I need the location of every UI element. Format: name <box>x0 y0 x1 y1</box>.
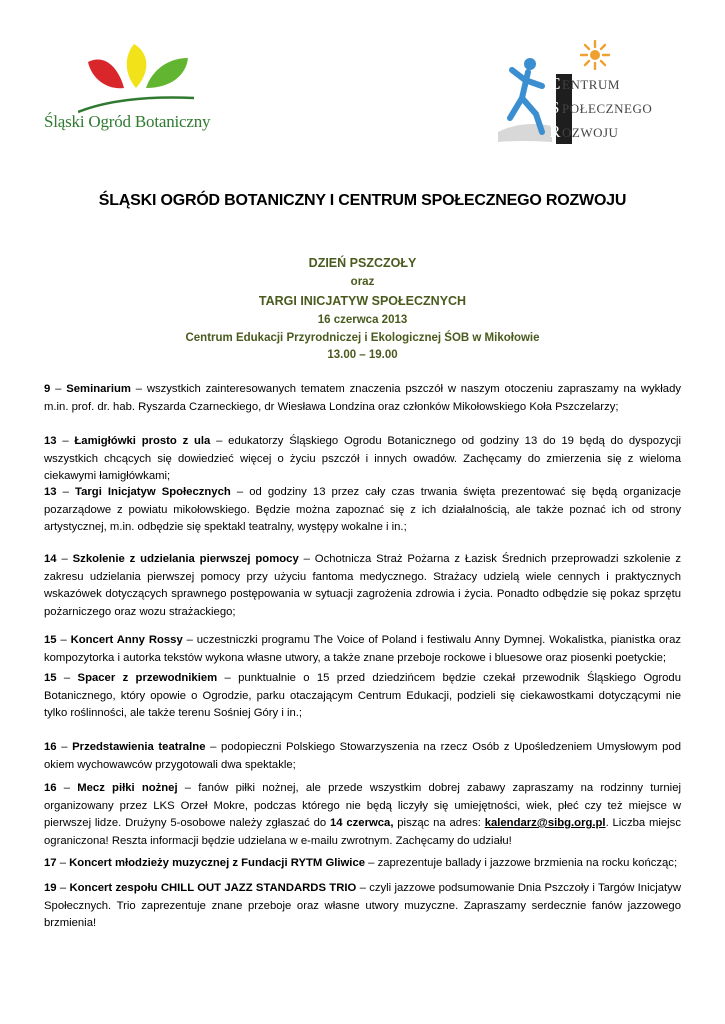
item-text: – wszystkich zainteresowanych tematem znaczenia pszczół w naszym otoczeniu zapraszamy na wykłady m.in. prof. dr. hab. Ryszarda Czarneckiego, dr Wiesława Londzina oraz członków Mikołowskiego Koła Pszczelarzy; <box>44 383 682 413</box>
item-title: Seminarium <box>66 383 131 395</box>
item-text: – punktualnie o 15 przed dziedzińcem będzie czekał przewodnik Śląskiego Ogrodu Botanicznego, który opowie o Ogrodzie, parku otaczającym Centrum Edukacji, podzieli się ciekawostkami dotyczącymi nie tylko roślinności, ale także terenu Sośniej Góry i in.; <box>44 672 681 719</box>
program-item: 15 – Spacer z przewodnikiem – punktualnie o 15 przed dziedzińcem będzie czekał przewodnik Śląskiego Ogrodu Botanicznego, który opowie o Ogrodzie, parku otaczającym Centrum Edukacji, podzieli się ciekawostkami dotyczącymi nie tylko roślinności, ale także terenu Sośniej Góry i in.; <box>44 672 681 719</box>
program-item: 17 – Koncert młodzieży muzycznej z Fundacji RYTM Gliwice – zaprezentuje ballady i jazzowe brzmienia na rocku kończąc; <box>44 857 678 869</box>
item-text: – edukatorzy Śląskiego Ogrodu Botanicznego od godziny 13 do 19 będą do dyspozycji wszystkich chcących się dowiedzieć więcej o życiu pszczół i innych owadów. Zachęcamy do zmierzenia się z wieloma ciekawymi łamigłówkami; <box>44 435 681 482</box>
botanical-garden-logo-text: Śląski Ogród Botaniczny <box>44 112 211 131</box>
event-venue: Centrum Edukacji Przyrodniczej i Ekologicznej ŚOB w Mikołowie <box>185 332 540 344</box>
item-title: Szkolenie z udzielania pierwszej pomocy <box>72 553 299 565</box>
item-time: 9 <box>44 383 51 395</box>
leaves-icon <box>78 40 198 120</box>
item-text: – zaprezentuje ballady i jazzowe brzmienia na rocku kończąc; <box>365 857 678 869</box>
item-text: – czyli jazzowe podsumowanie Dnia Pszczoły i Targów Inicjatyw Społecznych. Trio zaprezentuje znane przeboje oraz własne utwory muzyczne. Zapraszamy serdecznie fanów jazzowego brzmienia! <box>44 882 681 929</box>
item-title: Spacer z przewodnikiem <box>77 672 218 684</box>
item-title: Przedstawienia teatralne <box>72 741 206 753</box>
item-text: pisząc na adres: <box>393 817 485 829</box>
item-time: 16 <box>44 782 57 794</box>
registration-deadline: 14 czerwca, <box>329 817 394 829</box>
item-title: Koncert młodzieży muzycznej z Fundacji RYTM Gliwice <box>69 857 366 869</box>
event-name-2: TARGI INICJATYW SPOŁECZNYCH <box>258 294 467 308</box>
program-item: 9 – Seminarium – wszystkich zainteresowanych tematem znaczenia pszczół w naszym otoczeniu zapraszamy na wykłady m.in. prof. dr. hab. Ryszarda Czarneckiego, dr Wiesława Londzina oraz członków Mikołowskiego Koła Pszczelarzy; <box>44 383 682 413</box>
email-link[interactable]: kalendarz@sibg.org.pl <box>484 817 606 829</box>
item-text: – od godziny 13 przez cały czas trwania święta prezentować się będą organizacje pozarządowe z powiatu mikołowskiego. Będzie można zapoznać się z ich działalnością, ale także poznać ich od strony artystycznej, m.in. odbędzie się spektakl teatralny, występy wokalne i in.; <box>44 486 682 533</box>
csr-line-2: S POŁECZNEGO <box>550 98 653 117</box>
program-item: 14 – Szkolenie z udzielania pierwszej pomocy – Ochotnicza Straż Pożarna z Łazisk Średnich przeprowadzi szkolenie z zakresu udzielania pierwszej pomocy przy użyciu fantoma medycznego. Strażacy udzielą wiele cennych i praktycznych wskazówek dotyczących sprawnego postępowania w sytuacji zagrożenia zdrowia i życia. Ponadto odbędzie się pokaz sprzętu pożarniczego oraz wozu strażackiego; <box>44 553 682 618</box>
program-item: 16 – Mecz piłki nożnej – fanów piłki nożnej, ale przede wszystkim dobrej zabawy zapraszamy na rodzinny turniej organizowany przez LKS Orzeł Mokre, podczas którego nie będą liczyły się umiejętności, wiek, płeć czy też miejsce w pierwszej lidze. Drużyny 5-osobowe należy zgłaszać do 14 czerwca, pisząc na adres: kalendarz@sibg.org.pl. Liczba miejsc ograniczona! Reszta informacji będzie udzielana w e-mailu zwrotnym. Zachęcamy do udziału! <box>44 782 681 847</box>
program-item: 13 – Łamigłówki prosto z ula – edukatorzy Śląskiego Ogrodu Botanicznego od godziny 13 do 19 będą do dyspozycji wszystkich chcących się dowiedzieć więcej o życiu pszczół i innych owadów. Zachęcamy do zmierzenia się z wieloma ciekawymi łamigłówkami; <box>44 435 681 482</box>
item-time: 16 <box>44 741 57 753</box>
item-title: Koncert zespołu CHILL OUT JAZZ STANDARDS TRIO <box>69 882 357 894</box>
event-hours: 13.00 – 19.00 <box>327 349 398 361</box>
item-title: Mecz piłki nożnej <box>77 782 178 794</box>
page-title: ŚLĄSKI OGRÓD BOTANICZNY I CENTRUM SPOŁECZNEGO ROZWOJU <box>98 192 627 209</box>
csr-logo <box>492 40 687 150</box>
event-name: DZIEŃ PSZCZOŁY <box>308 256 417 270</box>
csr-line-1: CENTRUM <box>549 74 620 93</box>
item-text: – podopieczni Polskiego Stowarzyszenia na rzecz Osób z Upośledzeniem Umysłowym pod okiem wychowawców przygotowali dwa spektakle; <box>44 741 681 771</box>
item-text: . Liczba miejsc ograniczona! Reszta informacji będzie udzielana w e-mailu zwrotnym. Zachęcamy do udziału! <box>44 817 681 847</box>
botanical-garden-logo <box>40 40 215 140</box>
item-text: – fanów piłki nożnej, ale przede wszystkim dobrej zabawy zapraszamy na rodzinny turniej organizowany przez LKS Orzeł Mokre, podczas którego nie będą liczyły się umiejętności, wiek, płeć czy też miejsce w pierwszej lidze. Drużyny 5-osobowe należy zgłaszać do <box>44 782 681 829</box>
item-time: 13 <box>44 486 57 498</box>
item-text: – uczestniczki programu The Voice of Poland i festiwalu Anny Dymnej. Wokalistka, pianistka oraz kompozytorka i autorka tekstów wykona własne utwory, a także znane przeboje rockowe i bluesowe oraz piosenki poetyckie; <box>44 634 682 664</box>
csr-line-3: ROZWOJU <box>549 122 619 141</box>
event-conjunction: oraz <box>350 276 375 288</box>
program-item: 13 – Targi Inicjatyw Społecznych – od godziny 13 przez cały czas trwania święta prezentować się będą organizacje pozarządowe z powiatu mikołowskiego. Będzie można zapoznać się z ich działalnością, ale także poznać ich od strony artystycznej, m.in. odbędzie się spektakl teatralny, występy wokalne i in.; <box>44 486 682 533</box>
sun-icon <box>580 40 610 70</box>
item-time: 19 <box>44 882 57 894</box>
item-title: Koncert Anny Rossy <box>70 634 183 646</box>
program-item: 15 – Koncert Anny Rossy – uczestniczki programu The Voice of Poland i festiwalu Anny Dymnej. Wokalistka, pianistka oraz kompozytorka i autorka tekstów wykona własne utwory, a także znane przeboje rockowe i bluesowe oraz piosenki poetyckie; <box>44 634 682 664</box>
item-time: 15 <box>44 634 57 646</box>
item-time: 17 <box>44 857 57 869</box>
event-date: 16 czerwca 2013 <box>317 314 408 326</box>
item-time: 15 <box>44 672 57 684</box>
item-title: Targi Inicjatyw Społecznych <box>75 486 231 498</box>
program-item: 19 – Koncert zespołu CHILL OUT JAZZ STANDARDS TRIO – czyli jazzowe podsumowanie Dnia Pszczoły i Targów Inicjatyw Społecznych. Trio zaprezentuje znane przeboje oraz własne utwory muzyczne. Zapraszamy serdecznie fanów jazzowego brzmienia! <box>44 882 681 929</box>
program-item: 16 – Przedstawienia teatralne – podopieczni Polskiego Stowarzyszenia na rzecz Osób z Upośledzeniem Umysłowym pod okiem wychowawców przygotowali dwa spektakle; <box>44 741 681 771</box>
item-time: 13 <box>44 435 57 447</box>
item-text: – Ochotnicza Straż Pożarna z Łazisk Średnich przeprowadzi szkolenie z zakresu udzielania pierwszej pomocy przy użyciu fantoma medycznego. Strażacy udzielą wiele cennych i praktycznych wskazówek dotyczących sprawnego postępowania w sytuacji zagrożenia zdrowia i życia. Ponadto odbędzie się pokaz sprzętu pożarniczego oraz wozu strażackiego; <box>44 553 682 618</box>
item-time: 14 <box>44 553 57 565</box>
item-title: Łamigłówki prosto z ula <box>74 435 211 447</box>
